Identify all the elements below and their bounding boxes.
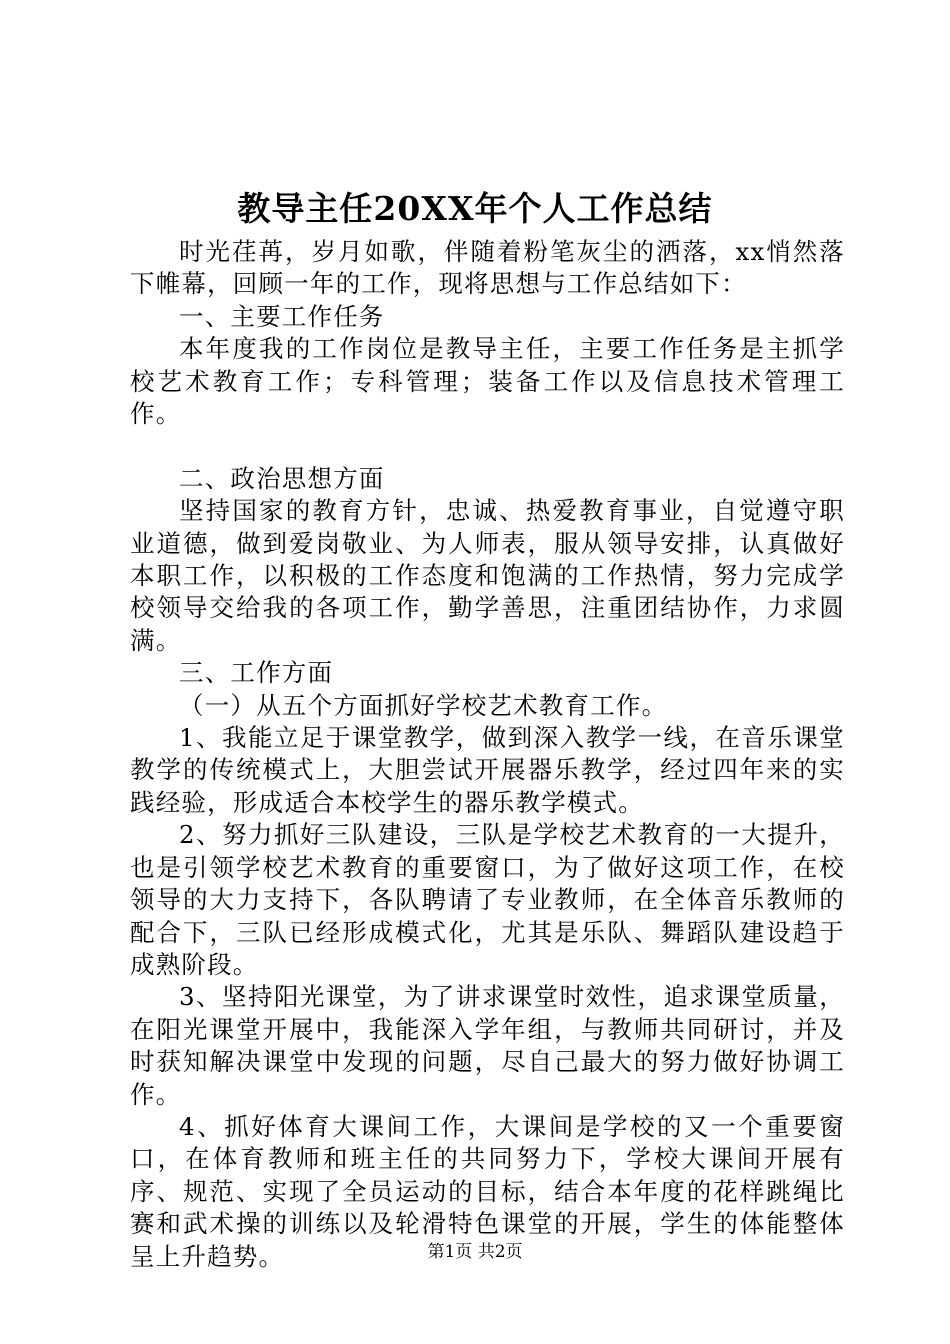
document-body — [130, 236, 845, 1273]
paragraph-political-thought: 坚持国家的教育方针，忠诚、热爱教育事业，自觉遵守职业道德，做到爱岗敬业、为人师表，服从领导安排，认真做好本职工作，以积极的工作态度和饱满的工作热情，努力完成学校领导交给我的各项工作，勤学善思，注重团结协作，力求圆满。 — [130, 496, 845, 655]
heading-main-tasks: 一、主要工作任务 — [179, 301, 385, 331]
page-footer: 第1页 共2页 — [427, 1242, 523, 1262]
subheading-art-education: （一）从五个方面抓好学校艺术教育工作。 — [179, 690, 668, 720]
blank-line — [130, 430, 845, 462]
paragraph-main-tasks: 本年度我的工作岗位是教导主任，主要工作任务是主抓学校艺术教育工作；专科管理；装备工作以及信息技术管理工作。 — [130, 334, 845, 429]
paragraph-item-3: 3、坚持阳光课堂，为了讲求课堂时效性，追求课堂质量，在阳光课堂开展中，我能深入学年组，与教师共同研讨，并及时获知解决课堂中发现的问题，尽自己最大的努力做好协调工作。 — [130, 982, 845, 1109]
paragraph-item-1: 1、我能立足于课堂教学，做到深入教学一线，在音乐课堂教学的传统模式上，大胆尝试开展器乐教学，经过四年来的实践经验，形成适合本校学生的器乐教学模式。 — [130, 723, 845, 817]
document-title: 教导主任20XX年个人工作总结 — [237, 189, 713, 228]
heading-political-thought: 二、政治思想方面 — [179, 463, 385, 493]
paragraph-item-4: 4、抓好体育大课间工作，大课间是学校的又一个重要窗口，在体育教师和班主任的共同努力下，学校大课间开展有序、规范、实现了全员运动的目标，结合本年度的花样跳绳比赛和武术操的训练以及轮滑特色课堂的开展，学生的体能整体呈上升趋势。 — [130, 1111, 845, 1271]
heading-work-aspects: 三、工作方面 — [179, 658, 334, 688]
paragraph-item-2: 2、努力抓好三队建设，三队是学校艺术教育的一大提升，也是引领学校艺术教育的重要窗口，为了做好这项工作，在校领导的大力支持下，各队聘请了专业教师，在全体音乐教师的配合下，三队已经形成模式化，尤其是乐队、舞蹈队建设趋于成熟阶段。 — [130, 820, 845, 979]
paragraph-intro: 时光荏苒，岁月如歌，伴随着粉笔灰尘的洒落，xx悄然落下帷幕，回顾一年的工作，现将思想与工作总结如下： — [130, 237, 845, 299]
